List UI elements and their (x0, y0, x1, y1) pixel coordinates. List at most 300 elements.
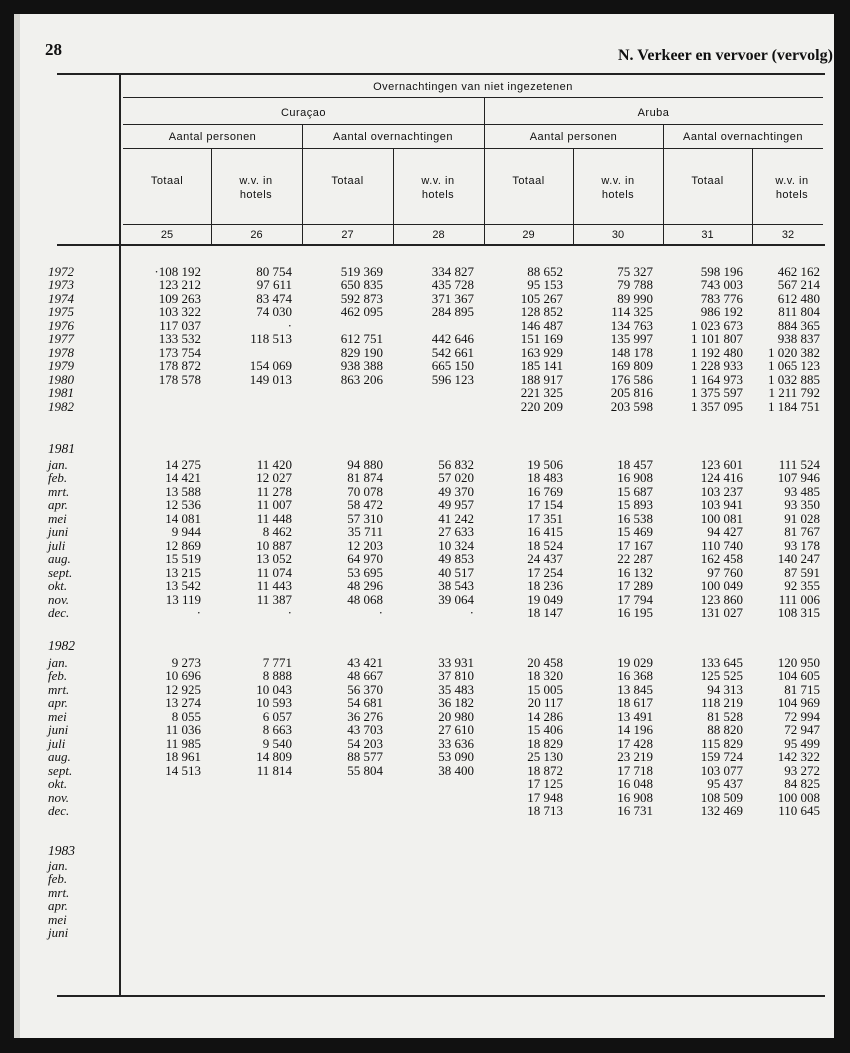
col-header-30: w.v. in hotels (601, 175, 635, 201)
row-label: nov. (48, 789, 70, 805)
table-cell-col-30: 16 908 (617, 470, 653, 486)
table-row (120, 292, 820, 305)
row-label: 1974 (48, 290, 74, 306)
table-cell-col-31: 94 427 (707, 524, 743, 540)
table-cell-col-27: 88 577 (347, 749, 383, 765)
table-cell-col-32: 72 947 (784, 722, 820, 738)
table-cell-col-29: 18 524 (527, 537, 563, 553)
table-cell-col-31: 1 101 807 (691, 331, 743, 347)
region-aruba: Aruba (637, 107, 670, 119)
table-cell-col-32: 93 178 (784, 537, 820, 553)
table-row (120, 764, 820, 777)
table-cell-col-25: ·108 192 (154, 264, 201, 279)
table-cell-col-29: 16 415 (527, 524, 563, 540)
col-number-31: 31 (701, 229, 714, 241)
row-label: feb. (48, 668, 68, 684)
table-cell-col-31: 131 027 (700, 604, 743, 620)
table-row (120, 373, 820, 386)
table-cell-col-28: 38 400 (438, 762, 474, 778)
table-cell-col-32: 104 969 (777, 695, 820, 711)
table-cell-col-31: 1 023 673 (691, 317, 743, 333)
table-cell-col-27: 58 472 (347, 497, 383, 513)
table-cell-col-26: 10 593 (256, 695, 292, 711)
table-row (120, 913, 820, 926)
table-cell-col-25: 133 532 (158, 331, 201, 347)
table-cell-col-30: 134 763 (610, 317, 653, 333)
table-cell-col-31: 132 469 (700, 802, 743, 818)
table-cell-col-32: 140 247 (777, 551, 820, 567)
table-cell-col-29: 146 487 (520, 317, 563, 333)
table-cell-col-27: 863 206 (340, 371, 383, 387)
table-cell-col-25: 103 322 (158, 304, 201, 320)
row-label: 1982 (48, 398, 74, 414)
table-cell-col-25: 13 274 (165, 695, 201, 711)
table-cell-col-31: 986 192 (700, 304, 743, 320)
table-cell-col-30: 16 908 (617, 789, 653, 805)
table-cell-col-26: 83 474 (256, 290, 292, 306)
table-cell-col-28: 56 832 (438, 457, 474, 472)
group-aruba-overnachtingen: Aantal overnachtingen (683, 131, 803, 143)
table-cell-col-25: 13 588 (165, 483, 201, 499)
col-header-26: w.v. in hotels (239, 175, 273, 201)
table-cell-col-30: 17 794 (617, 591, 653, 607)
table-cell-col-32: 938 837 (777, 331, 820, 347)
table-cell-col-31: 100 049 (700, 578, 743, 594)
table-cell-col-29: 15 005 (527, 681, 563, 697)
table-cell-col-31: 115 829 (701, 735, 743, 751)
table-cell-col-26: 11 420 (256, 457, 292, 472)
table-cell-col-31: 81 528 (707, 708, 743, 724)
table-cell-col-25: 123 212 (158, 277, 201, 293)
table-cell-col-25: 12 536 (165, 497, 201, 513)
table-cell-col-29: 18 713 (527, 802, 563, 818)
table-cell-col-29: 19 506 (527, 457, 563, 472)
page-number: 28 (45, 40, 62, 59)
table-cell-col-32: 120 950 (777, 655, 820, 670)
table-row (120, 872, 820, 885)
table-row (120, 265, 820, 278)
table-row (120, 777, 820, 790)
table-cell-col-31: 783 776 (700, 290, 743, 306)
group-curacao-overnachtingen: Aantal overnachtingen (333, 131, 453, 143)
table-cell-col-26: 11 387 (256, 591, 292, 607)
rule-below-colnums (57, 244, 825, 246)
table-cell-col-26: 8 663 (262, 722, 292, 738)
col-number-30: 30 (611, 229, 625, 241)
table-cell-col-32: 93 272 (784, 762, 820, 778)
table-cell-col-27: 592 873 (340, 290, 383, 306)
table-cell-col-31: 743 003 (700, 277, 743, 293)
table-cell-col-28: 37 810 (438, 668, 474, 684)
table-cell-col-27: · (378, 604, 383, 620)
table-row (120, 696, 820, 709)
row-label: mrt. (48, 681, 70, 697)
table-cell-col-30: 16 731 (617, 802, 653, 818)
table-cell-col-31: 123 860 (700, 591, 743, 607)
table-row (120, 319, 820, 332)
table-cell-col-27: 829 190 (340, 344, 383, 360)
table-row (120, 710, 820, 723)
table-cell-col-30: 205 816 (610, 385, 653, 401)
row-label: juli (48, 537, 66, 553)
table-cell-col-29: 18 236 (527, 578, 563, 594)
table-cell-col-31: 162 458 (700, 551, 743, 567)
table-cell-col-27: 64 970 (347, 551, 383, 567)
table-cell-col-32: 91 028 (784, 510, 820, 526)
table-cell-col-28: 20 980 (438, 708, 474, 724)
row-label: 1973 (48, 277, 74, 293)
table-row (120, 859, 820, 872)
table-cell-col-26: 13 052 (256, 551, 292, 567)
table-cell-col-32: 100 008 (777, 789, 820, 805)
table-cell-col-29: 17 125 (527, 776, 563, 792)
table-cell-col-26: 12 027 (256, 470, 292, 486)
row-label: jan. (48, 858, 68, 873)
row-label: juni (48, 925, 69, 941)
table-cell-col-27: 70 078 (347, 483, 383, 499)
region-curacao: Curaçao (280, 107, 327, 119)
row-label: dec. (48, 604, 70, 620)
table-row (120, 566, 820, 579)
table-cell-col-32: 108 315 (777, 604, 820, 620)
table-row (120, 386, 820, 399)
running-head: N. Verkeer en vervoer (vervolg) (618, 47, 833, 64)
row-label: feb. (48, 470, 68, 486)
row-label: mei (48, 911, 67, 927)
table-cell-col-25: 13 542 (165, 578, 201, 594)
table-cell-col-27: 81 874 (347, 470, 383, 486)
table-cell-col-25: 13 215 (165, 564, 201, 580)
table-cell-col-29: 88 652 (527, 264, 563, 279)
table-cell-col-30: 15 893 (617, 497, 653, 513)
table-cell-col-31: 110 740 (701, 537, 743, 553)
table-cell-col-27: 57 310 (347, 510, 383, 526)
table-cell-col-28: 665 150 (431, 358, 474, 374)
table-cell-col-32: 111 524 (778, 457, 820, 472)
table-cell-col-30: 22 287 (617, 551, 653, 567)
table-cell-col-28: 284 895 (431, 304, 474, 320)
table-cell-col-25: 18 961 (165, 749, 201, 765)
table-cell-col-28: 596 123 (431, 371, 474, 387)
table-cell-col-31: 95 437 (707, 776, 743, 792)
table-cell-col-31: 103 941 (700, 497, 743, 513)
table-cell-col-25: 13 119 (165, 591, 201, 607)
table-cell-col-27: 54 681 (347, 695, 383, 711)
table-cell-col-32: 87 591 (784, 564, 820, 580)
table-cell-col-29: 20 458 (527, 655, 563, 670)
table-cell-col-30: 17 428 (617, 735, 653, 751)
page-edge (14, 14, 20, 1044)
table-cell-col-25: 117 037 (159, 317, 201, 333)
table-cell-col-32: 811 804 (778, 304, 820, 320)
table-cell-col-27: 43 703 (347, 722, 383, 738)
table-cell-col-26: 80 754 (256, 264, 292, 279)
top-rule (57, 73, 825, 75)
table-cell-col-30: 18 457 (617, 457, 653, 472)
col-header-27: Totaal (331, 175, 364, 187)
row-label: 1979 (48, 358, 74, 374)
row-label: mei (48, 708, 67, 724)
table-cell-col-26: · (287, 604, 292, 620)
row-label: apr. (48, 898, 68, 914)
table-cell-col-31: 159 724 (700, 749, 743, 765)
table-cell-col-32: 1 184 751 (768, 398, 820, 414)
table-cell-col-29: 95 153 (527, 277, 563, 293)
table-cell-col-27: 48 068 (347, 591, 383, 607)
table-cell-col-28: 49 370 (438, 483, 474, 499)
table-row (120, 683, 820, 696)
table-cell-col-31: 1 164 973 (691, 371, 743, 387)
table-cell-col-29: 17 351 (527, 510, 563, 526)
table-cell-col-28: 49 853 (438, 551, 474, 567)
table-cell-col-28: 35 483 (438, 681, 474, 697)
table-cell-col-31: 108 509 (700, 789, 743, 805)
table-cell-col-29: 163 929 (520, 344, 563, 360)
table-cell-col-29: 17 948 (527, 789, 563, 805)
table-cell-col-32: 111 006 (778, 591, 820, 607)
table-row (120, 512, 820, 525)
table-cell-col-30: 16 195 (617, 604, 653, 620)
table-cell-col-32: 93 485 (784, 483, 820, 499)
table-cell-col-27: 36 276 (347, 708, 383, 724)
table-cell-col-30: 114 325 (611, 304, 653, 320)
table-cell-col-29: 25 130 (527, 749, 563, 765)
table-cell-col-30: 13 491 (617, 708, 653, 724)
table-cell-col-27: 938 388 (340, 358, 383, 374)
table-cell-col-32: 1 032 885 (768, 371, 820, 387)
table-row (120, 926, 820, 939)
table-cell-col-29: 17 154 (527, 497, 563, 513)
col-number-29: 29 (522, 229, 535, 241)
table-cell-col-29: 18 483 (527, 470, 563, 486)
col-number-32: 32 (781, 229, 795, 241)
table-cell-col-30: 135 997 (610, 331, 653, 347)
col-number-25: 25 (160, 229, 174, 241)
table-cell-col-30: 89 990 (617, 290, 653, 306)
table-cell-col-28: · (469, 604, 474, 620)
table-cell-col-31: 598 196 (700, 264, 743, 279)
row-label: juli (48, 735, 66, 751)
table-cell-col-26: · (287, 317, 292, 333)
row-label: feb. (48, 871, 68, 887)
table-cell-col-28: 40 517 (438, 564, 474, 580)
table-cell-col-29: 18 320 (527, 668, 563, 684)
table-cell-col-26: 11 814 (256, 762, 292, 778)
table-cell-col-26: 118 513 (250, 331, 292, 347)
table-cell-col-30: 148 178 (610, 344, 653, 360)
row-label: juni (48, 524, 69, 540)
table-cell-col-29: 185 141 (520, 358, 563, 374)
row-label: okt. (48, 776, 68, 792)
table-cell-col-32: 1 211 792 (768, 385, 820, 401)
table-row (120, 305, 820, 318)
table-cell-col-25: 10 696 (165, 668, 201, 684)
table-cell-col-25: 12 869 (165, 537, 201, 553)
table-cell-col-32: 884 365 (777, 317, 820, 333)
table-cell-col-29: 24 437 (527, 551, 563, 567)
table-cell-col-25: · (196, 604, 201, 620)
table-cell-col-32: 81 767 (784, 524, 820, 540)
table-cell-col-28: 39 064 (438, 591, 474, 607)
table-cell-col-29: 19 049 (527, 591, 563, 607)
row-label: sept. (48, 564, 73, 580)
table-cell-col-32: 95 499 (784, 735, 820, 751)
table-cell-col-32: 107 946 (777, 470, 820, 486)
table-cell-col-30: 79 788 (617, 277, 653, 293)
table-cell-col-31: 123 601 (700, 457, 743, 472)
table-cell-col-27: 54 203 (347, 735, 383, 751)
table-cell-col-28: 41 242 (438, 510, 474, 526)
table-cell-col-31: 124 416 (700, 470, 743, 486)
row-label: 1975 (48, 304, 74, 320)
table-cell-col-27: 462 095 (340, 304, 383, 320)
table-cell-col-26: 74 030 (256, 304, 292, 320)
col-number-26: 26 (250, 229, 263, 241)
group-aruba-personen: Aantal personen (529, 131, 618, 143)
row-label: okt. (48, 578, 68, 594)
table-cell-col-32: 1 065 123 (768, 358, 820, 374)
table-row (120, 723, 820, 736)
table-cell-col-25: 9 273 (171, 655, 201, 670)
table-cell-col-28: 53 090 (438, 749, 474, 765)
table-cell-col-26: 10 043 (256, 681, 292, 697)
table-row (120, 485, 820, 498)
table-cell-col-27: 43 421 (347, 655, 383, 670)
table-cell-col-32: 567 214 (777, 277, 820, 293)
col-header-32: w.v. in hotels (775, 175, 809, 201)
row-label: 1978 (48, 344, 74, 360)
table-cell-col-25: 11 985 (165, 735, 201, 751)
table-cell-col-31: 103 237 (700, 483, 743, 499)
table-cell-col-29: 18 147 (527, 604, 563, 620)
table-row (120, 669, 820, 682)
table-row (120, 346, 820, 359)
table-cell-col-30: 16 048 (617, 776, 653, 792)
row-label: 1972 (48, 264, 74, 279)
table-cell-col-27: 55 804 (347, 762, 383, 778)
section-year-1982: 1982 (48, 638, 75, 653)
bottom-rule (57, 995, 825, 997)
table-cell-col-25: 15 519 (165, 551, 201, 567)
table-row (120, 593, 820, 606)
table-cell-col-27: 519 369 (340, 264, 383, 279)
col-number-27: 27 (341, 229, 354, 241)
section-year-1981: 1981 (48, 441, 75, 456)
table-row (120, 359, 820, 372)
table-cell-col-28: 10 324 (438, 537, 474, 553)
row-label: 1977 (48, 331, 74, 347)
table-cell-col-28: 542 661 (431, 344, 474, 360)
table-row (120, 737, 820, 750)
scan-border (14, 1038, 834, 1053)
table-cell-col-25: 109 263 (158, 290, 201, 306)
table-cell-col-29: 17 254 (527, 564, 563, 580)
table-cell-col-30: 17 718 (617, 762, 653, 778)
table-cell-col-27: 48 667 (347, 668, 383, 684)
group-curacao-personen: Aantal personen (168, 131, 257, 143)
table-cell-col-29: 18 829 (527, 735, 563, 751)
table-cell-col-30: 17 167 (617, 537, 653, 553)
table-cell-col-28: 57 020 (438, 470, 474, 486)
table-row (120, 498, 820, 511)
table-cell-col-31: 97 760 (707, 564, 743, 580)
table-cell-col-30: 18 617 (617, 695, 653, 711)
table-cell-col-27: 94 880 (347, 457, 383, 472)
row-label: sept. (48, 762, 73, 778)
table-cell-col-28: 38 543 (438, 578, 474, 594)
table-title: Overnachtingen van niet ingezetenen (373, 81, 573, 93)
table-cell-col-28: 334 827 (431, 264, 474, 279)
table-row (120, 886, 820, 899)
table-cell-col-27: 56 370 (347, 681, 383, 697)
table-cell-col-29: 128 852 (520, 304, 563, 320)
table-cell-col-30: 16 132 (617, 564, 653, 580)
col-header-25: Totaal (150, 175, 184, 187)
table-cell-col-27: 53 695 (347, 564, 383, 580)
table-cell-col-30: 13 845 (617, 681, 653, 697)
table-cell-col-25: 14 081 (165, 510, 201, 526)
table-cell-col-30: 15 687 (617, 483, 653, 499)
table-cell-col-27: 48 296 (347, 578, 383, 594)
table-cell-col-25: 178 578 (158, 371, 201, 387)
table-cell-col-29: 188 917 (520, 371, 563, 387)
row-label: mei (48, 510, 67, 526)
table-cell-col-28: 27 610 (438, 722, 474, 738)
section-year-1983: 1983 (48, 843, 75, 858)
table-cell-col-26: 11 278 (256, 483, 292, 499)
table-cell-col-29: 20 117 (527, 695, 563, 711)
table-cell-col-31: 1 375 597 (691, 385, 743, 401)
table-cell-col-26: 11 443 (256, 578, 292, 594)
rule-below-groups (123, 148, 823, 149)
table-cell-col-28: 33 636 (438, 735, 474, 751)
table-cell-col-29: 151 169 (520, 331, 563, 347)
col-header-29: Totaal (512, 175, 545, 187)
table-cell-col-32: 81 715 (784, 681, 820, 697)
table-cell-col-26: 7 771 (262, 655, 292, 670)
table-cell-col-32: 92 355 (784, 578, 820, 594)
table-cell-col-30: 19 029 (617, 655, 653, 670)
table-cell-col-28: 27 633 (438, 524, 474, 540)
row-label: mrt. (48, 884, 70, 900)
table-row (120, 606, 820, 619)
row-label: 1976 (48, 317, 74, 333)
table-cell-col-26: 6 057 (262, 708, 292, 724)
table-cell-col-30: 14 196 (617, 722, 653, 738)
table-cell-col-32: 462 162 (777, 264, 820, 279)
table-cell-col-30: 16 538 (617, 510, 653, 526)
table-cell-col-25: 14 421 (165, 470, 201, 486)
table-cell-col-30: 23 219 (617, 749, 653, 765)
table-cell-col-26: 11 448 (256, 510, 292, 526)
table-row (120, 552, 820, 565)
table-cell-col-28: 435 728 (431, 277, 474, 293)
table-cell-col-32: 72 994 (784, 708, 820, 724)
table-cell-col-26: 14 809 (256, 749, 292, 765)
table-cell-col-31: 133 645 (700, 655, 743, 670)
table-cell-col-26: 8 462 (262, 524, 292, 540)
table-cell-col-26: 8 888 (262, 668, 292, 684)
table-cell-col-26: 97 611 (256, 277, 292, 293)
row-label: dec. (48, 802, 70, 818)
table-cell-col-25: 8 055 (171, 708, 201, 724)
table-row (120, 656, 820, 669)
table-cell-col-26: 9 540 (262, 735, 292, 751)
row-label: apr. (48, 497, 68, 513)
table-cell-col-29: 220 209 (520, 398, 563, 414)
row-label: juni (48, 722, 69, 738)
table-cell-col-31: 125 525 (700, 668, 743, 684)
